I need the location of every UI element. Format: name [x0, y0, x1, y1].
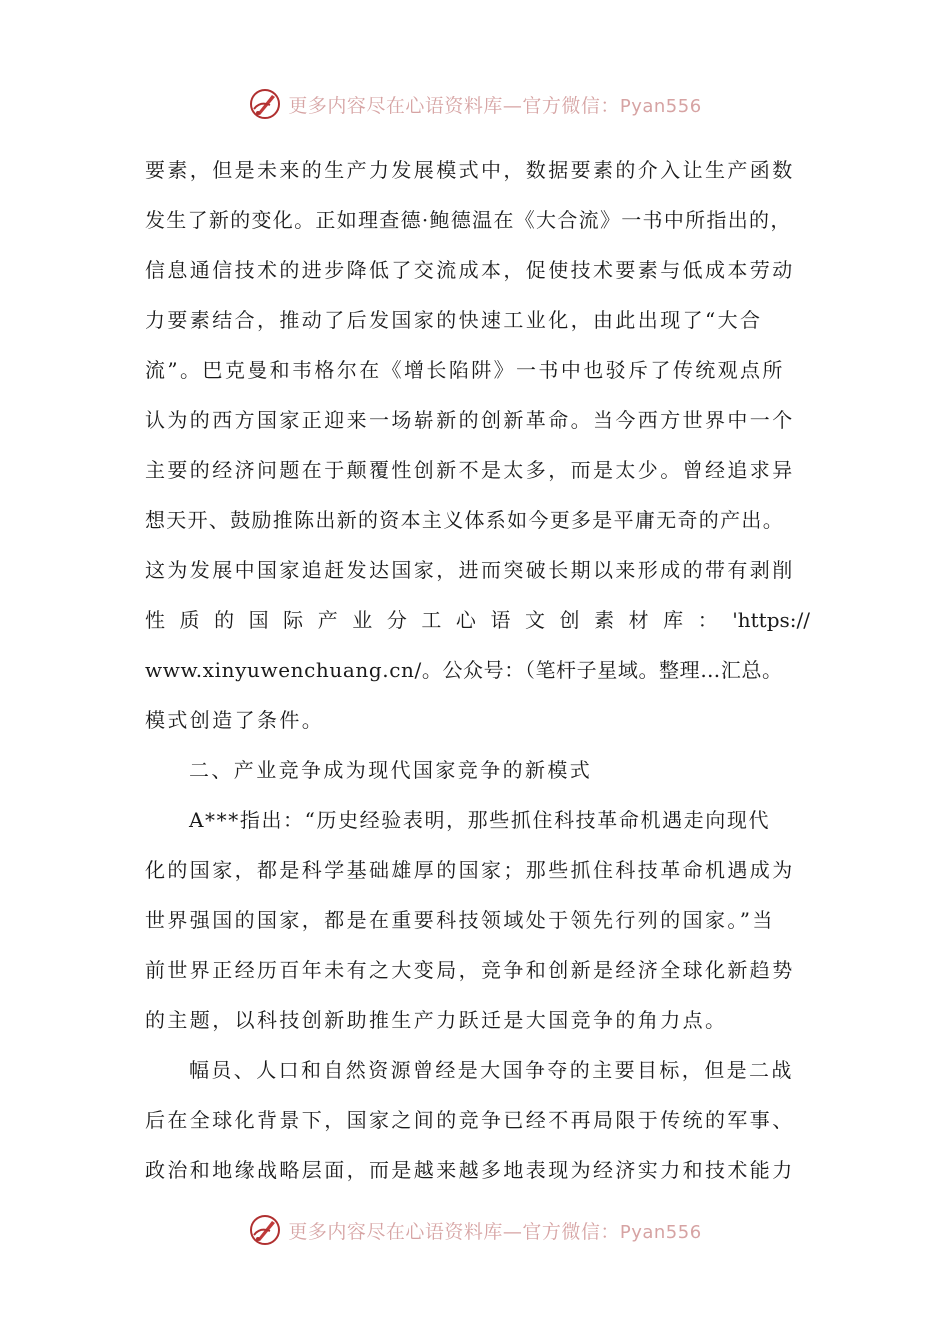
paragraph-line: 认为的西方国家正迎来一场崭新的创新革命。当今西方世界中一个	[145, 408, 795, 432]
banner-wechat-id: Pyan556	[619, 95, 702, 117]
quill-logo-icon	[248, 87, 282, 121]
banner-text: 更多内容尽在心语资料库—官方微信：Pyan556	[288, 1220, 702, 1243]
paragraph-line: 模式创造了条件。	[145, 708, 325, 732]
paragraph-line: A***指出：“历史经验表明，那些抓住科技革命机遇走向现代	[189, 808, 771, 832]
paragraph-line: 流”。巴克曼和韦格尔在《增长陷阱》一书中也驳斥了传统观点所	[145, 358, 785, 382]
paragraph-line: 政治和地缘战略层面，而是越来越多地表现为经济实力和技术能力	[145, 1158, 795, 1182]
paragraph-line: www.xinyuwenchuang.cn/。公众号：（笔杆子星域。整理…汇总。	[145, 658, 783, 682]
paragraph-line: 这为发展中国家追赶发达国家，进而突破长期以来形成的带有剥削	[145, 558, 795, 582]
paragraph-line: 世界强国的国家，都是在重要科技领域处于领先行列的国家。”当	[145, 908, 775, 932]
section-heading: 二、产业竞争成为现代国家竞争的新模式	[189, 758, 593, 782]
paragraph-line: 幅员、人口和自然资源曾经是大国争夺的主要目标，但是二战	[189, 1058, 794, 1082]
banner-wechat-id: Pyan556	[619, 1221, 702, 1243]
paragraph-line: 主要的经济问题在于颠覆性创新不是太多，而是太少。曾经追求异	[145, 458, 795, 482]
paragraph-line: 前世界正经历百年未有之大变局，竞争和创新是经济全球化新趋势	[145, 958, 795, 982]
banner-text: 更多内容尽在心语资料库—官方微信：Pyan556	[288, 94, 702, 117]
paragraph-line: 性 质 的 国 际 产 业 分 工 心 语 文 创 素 材 库 ： 'https://	[145, 608, 810, 632]
header-watermark-banner	[0, 84, 950, 124]
quill-logo-icon	[248, 1213, 282, 1247]
paragraph-line: 后在全球化背景下，国家之间的竞争已经不再局限于传统的军事、	[145, 1108, 795, 1132]
paragraph-line: 发生了新的变化。正如理查德·鲍德温在《大合流》一书中所指出的，	[145, 208, 792, 232]
paragraph-line: 力要素结合，推动了后发国家的快速工业化，由此出现了“大合	[145, 308, 763, 332]
paragraph-line: 要素，但是未来的生产力发展模式中，数据要素的介入让生产函数	[145, 158, 795, 182]
paragraph-line: 的主题，以科技创新助推生产力跃迁是大国竞争的角力点。	[145, 1008, 728, 1032]
paragraph-line: 信息通信技术的进步降低了交流成本，促使技术要素与低成本劳动	[145, 258, 795, 282]
document-body	[145, 150, 810, 1200]
paragraph-line: 想天开、鼓励推陈出新的资本主义体系如今更多是平庸无奇的产出。	[145, 508, 784, 532]
paragraph-line: 化的国家，都是科学基础雄厚的国家；那些抓住科技革命机遇成为	[145, 858, 795, 882]
footer-watermark-banner	[0, 1210, 950, 1250]
